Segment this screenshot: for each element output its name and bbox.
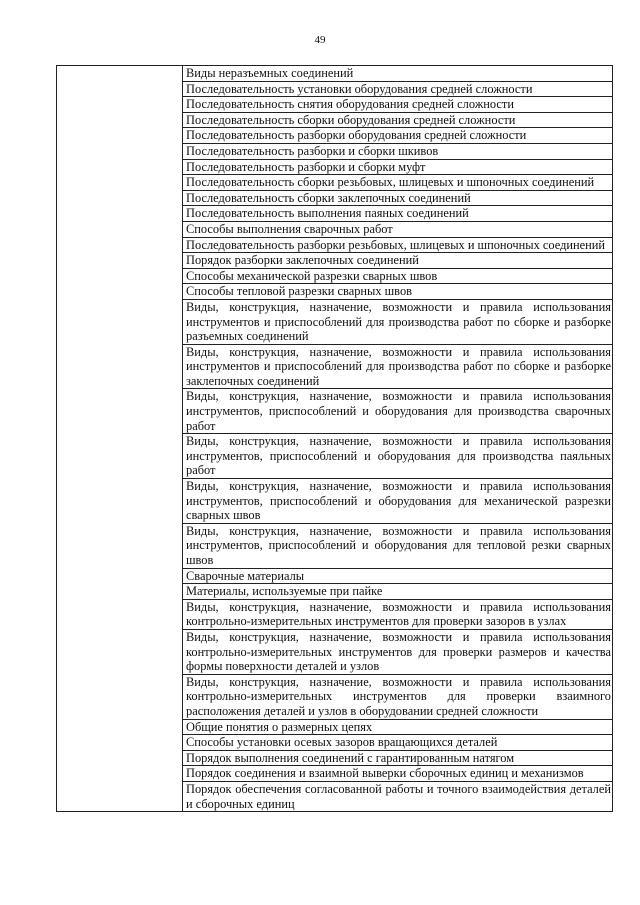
row-text-cell: Виды неразъемных соединений xyxy=(183,66,613,82)
row-text-cell: Последовательность установки оборудования средней сложности xyxy=(183,81,613,97)
row-text-cell: Сварочные материалы xyxy=(183,568,613,584)
row-text-cell: Последовательность разборки и сборки шкивов xyxy=(183,143,613,159)
row-text-cell: Способы тепловой разрезки сварных швов xyxy=(183,284,613,300)
row-text-cell: Виды, конструкция, назначение, возможности и правила использования инструментов, приспособлений и оборудования для механической разрезки сварных швов xyxy=(183,479,613,524)
merged-left-cell xyxy=(57,66,183,812)
row-text-cell: Виды, конструкция, назначение, возможности и правила использования инструментов и приспособлений для производства работ по сборке и разборке заклепочных соединений xyxy=(183,344,613,389)
knowledge-table xyxy=(56,65,613,812)
row-text-cell: Последовательность снятия оборудования средней сложности xyxy=(183,97,613,113)
row-text-cell: Виды, конструкция, назначение, возможности и правила использования контрольно-измерительных инструментов для проверки размеров и качества формы поверхности деталей и узлов xyxy=(183,629,613,674)
row-text-cell: Виды, конструкция, назначение, возможности и правила использования инструментов, приспособлений и оборудования для производства сварочных работ xyxy=(183,389,613,434)
row-text-cell: Порядок разборки заклепочных соединений xyxy=(183,253,613,269)
row-text-cell: Порядок обеспечения согласованной работы и точного взаимодействия деталей и сборочных единиц xyxy=(183,781,613,811)
row-text-cell: Виды, конструкция, назначение, возможности и правила использования контрольно-измерительных инструментов для проверки взаимного расположения деталей и узлов в оборудовании средней сложности xyxy=(183,674,613,719)
row-text-cell: Порядок соединения и взаимной выверки сборочных единиц и механизмов xyxy=(183,766,613,782)
row-text-cell: Способы выполнения сварочных работ xyxy=(183,221,613,237)
row-text-cell: Способы установки осевых зазоров вращающихся деталей xyxy=(183,735,613,751)
row-text-cell: Последовательность сборки резьбовых, шлицевых и шпоночных соединений xyxy=(183,175,613,191)
table-row xyxy=(57,66,613,82)
row-text-cell: Последовательность сборки заклепочных соединений xyxy=(183,190,613,206)
row-text-cell: Виды, конструкция, назначение, возможности и правила использования инструментов и приспособлений для производства работ по сборке и разборке разъемных соединений xyxy=(183,299,613,344)
row-text-cell: Способы механической разрезки сварных швов xyxy=(183,268,613,284)
row-text-cell: Последовательность выполнения паяных соединений xyxy=(183,206,613,222)
row-text-cell: Виды, конструкция, назначение, возможности и правила использования инструментов, приспособлений и оборудования для тепловой резки сварных швов xyxy=(183,523,613,568)
row-text-cell: Порядок выполнения соединений с гарантированным натягом xyxy=(183,750,613,766)
row-text-cell: Последовательность разборки и сборки муфт xyxy=(183,159,613,175)
row-text-cell: Материалы, используемые при пайке xyxy=(183,584,613,600)
row-text-cell: Последовательность разборки резьбовых, шлицевых и шпоночных соединений xyxy=(183,237,613,253)
row-text-cell: Последовательность разборки оборудования средней сложности xyxy=(183,128,613,144)
page-number: 49 xyxy=(314,34,326,46)
row-text-cell: Последовательность сборки оборудования средней сложности xyxy=(183,112,613,128)
table-body xyxy=(57,66,613,812)
row-text-cell: Виды, конструкция, назначение, возможности и правила использования инструментов, приспособлений и оборудования для производства паяльных работ xyxy=(183,434,613,479)
row-text-cell: Общие понятия о размерных цепях xyxy=(183,719,613,735)
row-text-cell: Виды, конструкция, назначение, возможности и правила использования контрольно-измерительных инструментов для проверки зазоров в узлах xyxy=(183,599,613,629)
